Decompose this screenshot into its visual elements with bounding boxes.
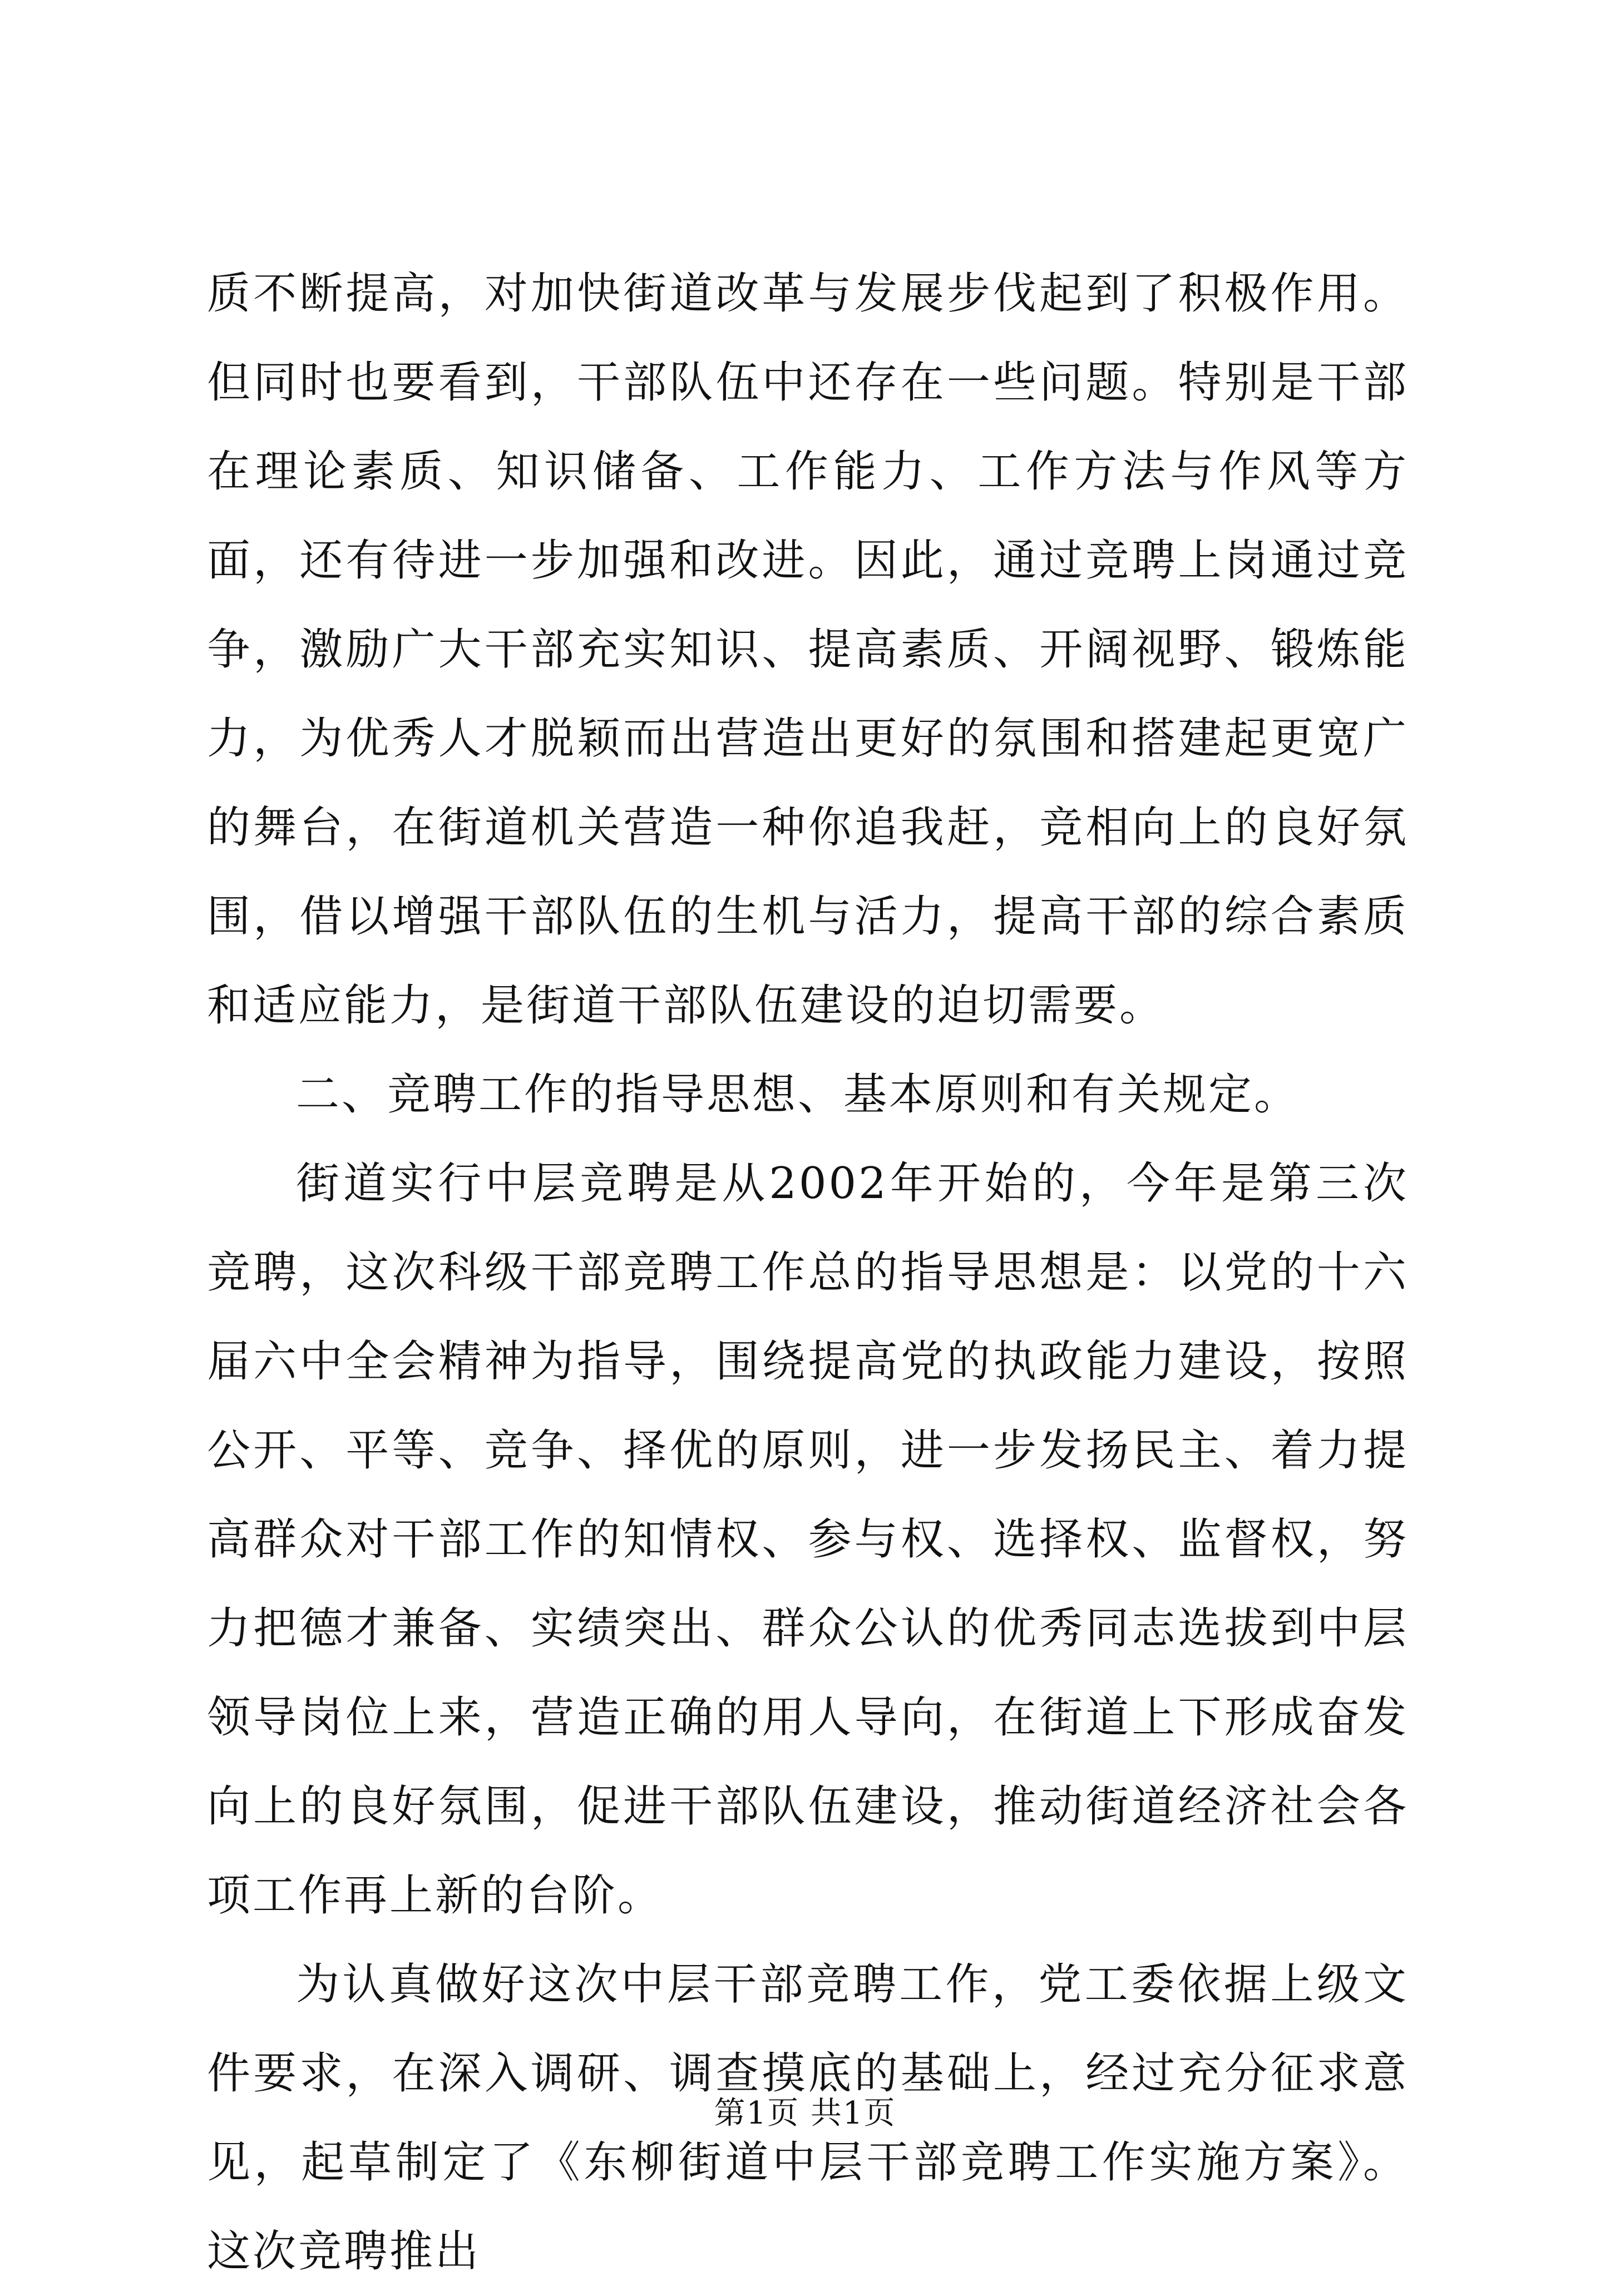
paragraph-1: 质不断提高，对加快街道改革与发展步伐起到了积极作用。但同时也要看到，干部队伍中还存在一些问题。特别是干部在理论素质、知识储备、工作能力、工作方法与作风等方面，还有待进一步加强和改进。因此，通过竞聘上岗通过竞争，激励广大干部充实知识、提高素质、开阔视野、锻炼能力，为优秀人才脱颖而出营造出更好的氛围和搭建起更宽广的舞台，在街道机关营造一种你追我赶，竞相向上的良好氛围，借以增强干部队伍的生机与活力，提高干部的综合素质和适应能力，是街道干部队伍建设的迫切需要。 (207, 269, 1409, 1031)
paragraph-2-heading: 二、竞聘工作的指导思想、基本原则和有关规定。 (296, 1070, 1300, 1120)
paragraph-3: 街道实行中层竞聘是从2002年开始的，今年是第三次竞聘，这次科级干部竞聘工作总的指导思想是：以党的十六届六中全会精神为指导，围绕提高党的执政能力建设，按照公开、平等、竞争、择优的原则，进一步发扬民主、着力提高群众对干部工作的知情权、参与权、选择权、监督权，努力把德才兼备、实绩突出、群众公认的优秀同志选拔到中层领导岗位上来，营造正确的用人导向，在街道上下形成奋发向上的良好氛围，促进干部队伍建设，推动街道经济社会各项工作再上新的台阶。 (207, 1159, 1409, 1921)
document-body (207, 249, 1409, 2296)
page-footer: 第1页 共1页 (714, 2095, 896, 2131)
paragraph-4: 为认真做好这次中层干部竞聘工作，党工委依据上级文件要求，在深入调研、调查摸底的基础上，经过充分征求意见，起草制定了《东柳街道中层干部竞聘工作实施方案》。这次竞聘推出 (207, 1959, 1409, 2277)
